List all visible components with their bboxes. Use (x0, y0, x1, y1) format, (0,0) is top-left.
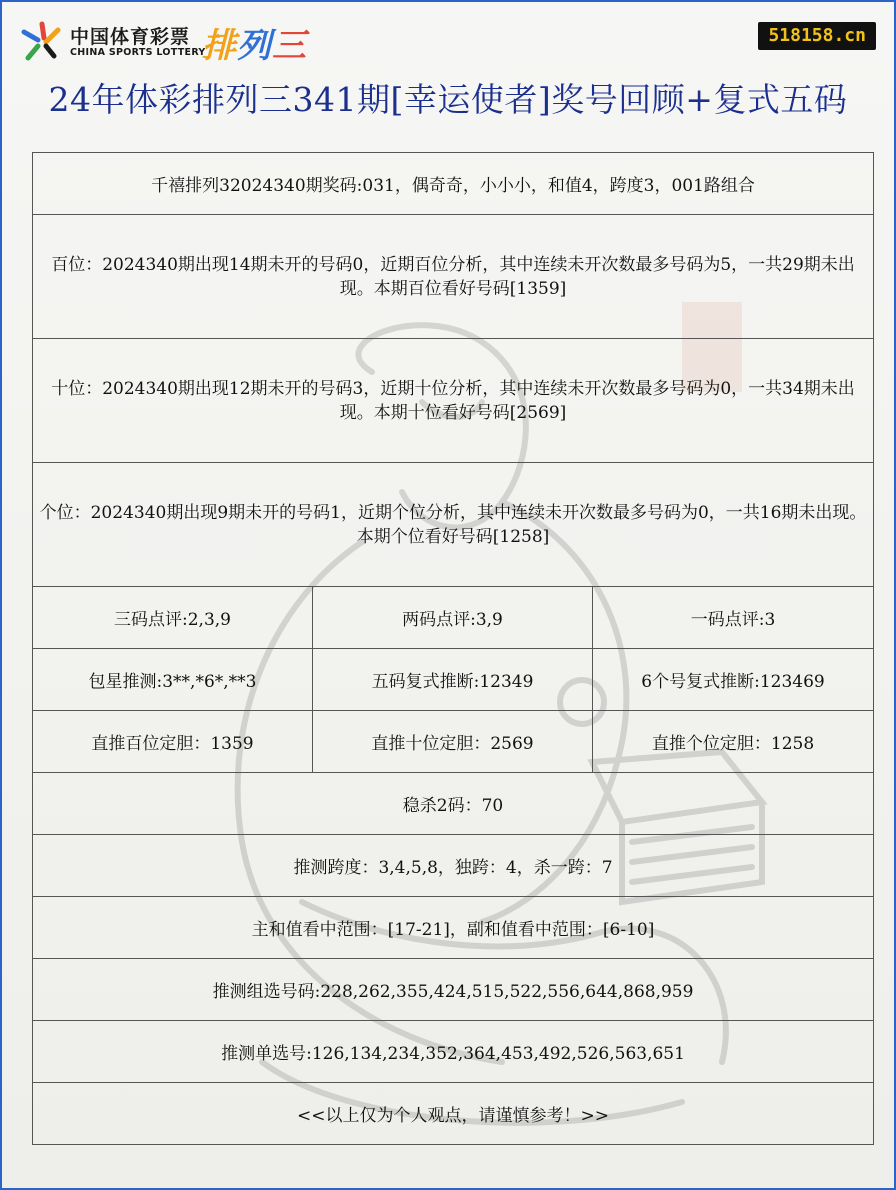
six-code-compound: 6个号复式推断:123469 (593, 649, 874, 711)
span-prediction-row: 推测跨度：3,4,5,8，独跨：4，杀一跨：7 (33, 835, 874, 897)
china-sports-lottery-logo-icon (20, 20, 62, 62)
hundreds-analysis-row: 百位：2024340期出现14期未开的号码0，近期百位分析，其中连续未开次数最多号码为5，一共29期未出现。本期百位看好号码[1359] (33, 215, 874, 339)
pailiesan-logo (202, 18, 307, 67)
tens-fixed-digits: 直推十位定胆：2569 (313, 711, 593, 773)
group-selection-row: 推测组选号码:228,262,355,424,515,522,556,644,868,959 (33, 959, 874, 1021)
tens-analysis-row: 十位：2024340期出现12期未开的号码3，近期十位分析，其中连续未开次数最多号码为0，一共34期未出现。本期十位看好号码[2569] (33, 339, 874, 463)
prediction-table (32, 152, 874, 1145)
sum-range-row: 主和值看中范围：[17-21]，副和值看中范围：[6-10] (33, 897, 874, 959)
logo-pl3-char-2: 列 (237, 26, 272, 66)
logo-english-text: CHINA SPORTS LOTTERY (70, 47, 206, 58)
logo-pl3-char-1: 排 (202, 26, 237, 66)
single-selection-row: 推测单选号:126,134,234,352,364,453,492,526,563,651 (33, 1021, 874, 1083)
draw-result-row: 千禧排列32024340期奖码:031，偶奇奇，小小小，和值4，跨度3，001路组合 (33, 153, 874, 215)
kill-two-codes-row: 稳杀2码：70 (33, 773, 874, 835)
logo-pl3-char-3: 三 (272, 26, 307, 66)
two-code-comment: 两码点评:3,9 (313, 587, 593, 649)
baoxing-prediction: 包星推测:3**,*6*,**3 (33, 649, 313, 711)
five-code-compound: 五码复式推断:12349 (313, 649, 593, 711)
one-code-comment: 一码点评:3 (593, 587, 874, 649)
header (2, 2, 894, 72)
disclaimer-row: <<以上仅为个人观点，请谨慎参考！>> (33, 1083, 874, 1145)
hundreds-fixed-digits: 直推百位定胆：1359 (33, 711, 313, 773)
three-code-comment: 三码点评:2,3,9 (33, 587, 313, 649)
site-badge[interactable]: 518158.cn (758, 22, 876, 50)
units-fixed-digits: 直推个位定胆：1258 (593, 711, 874, 773)
logo-chinese-text: 中国体育彩票 (70, 26, 191, 48)
units-analysis-row: 个位：2024340期出现9期未开的号码1，近期个位分析，其中连续未开次数最多号码为0，一共16期未出现。本期个位看好号码[1258] (33, 463, 874, 587)
page-title: 24年体彩排列三341期[幸运使者]奖号回顾+复式五码 (48, 80, 848, 119)
